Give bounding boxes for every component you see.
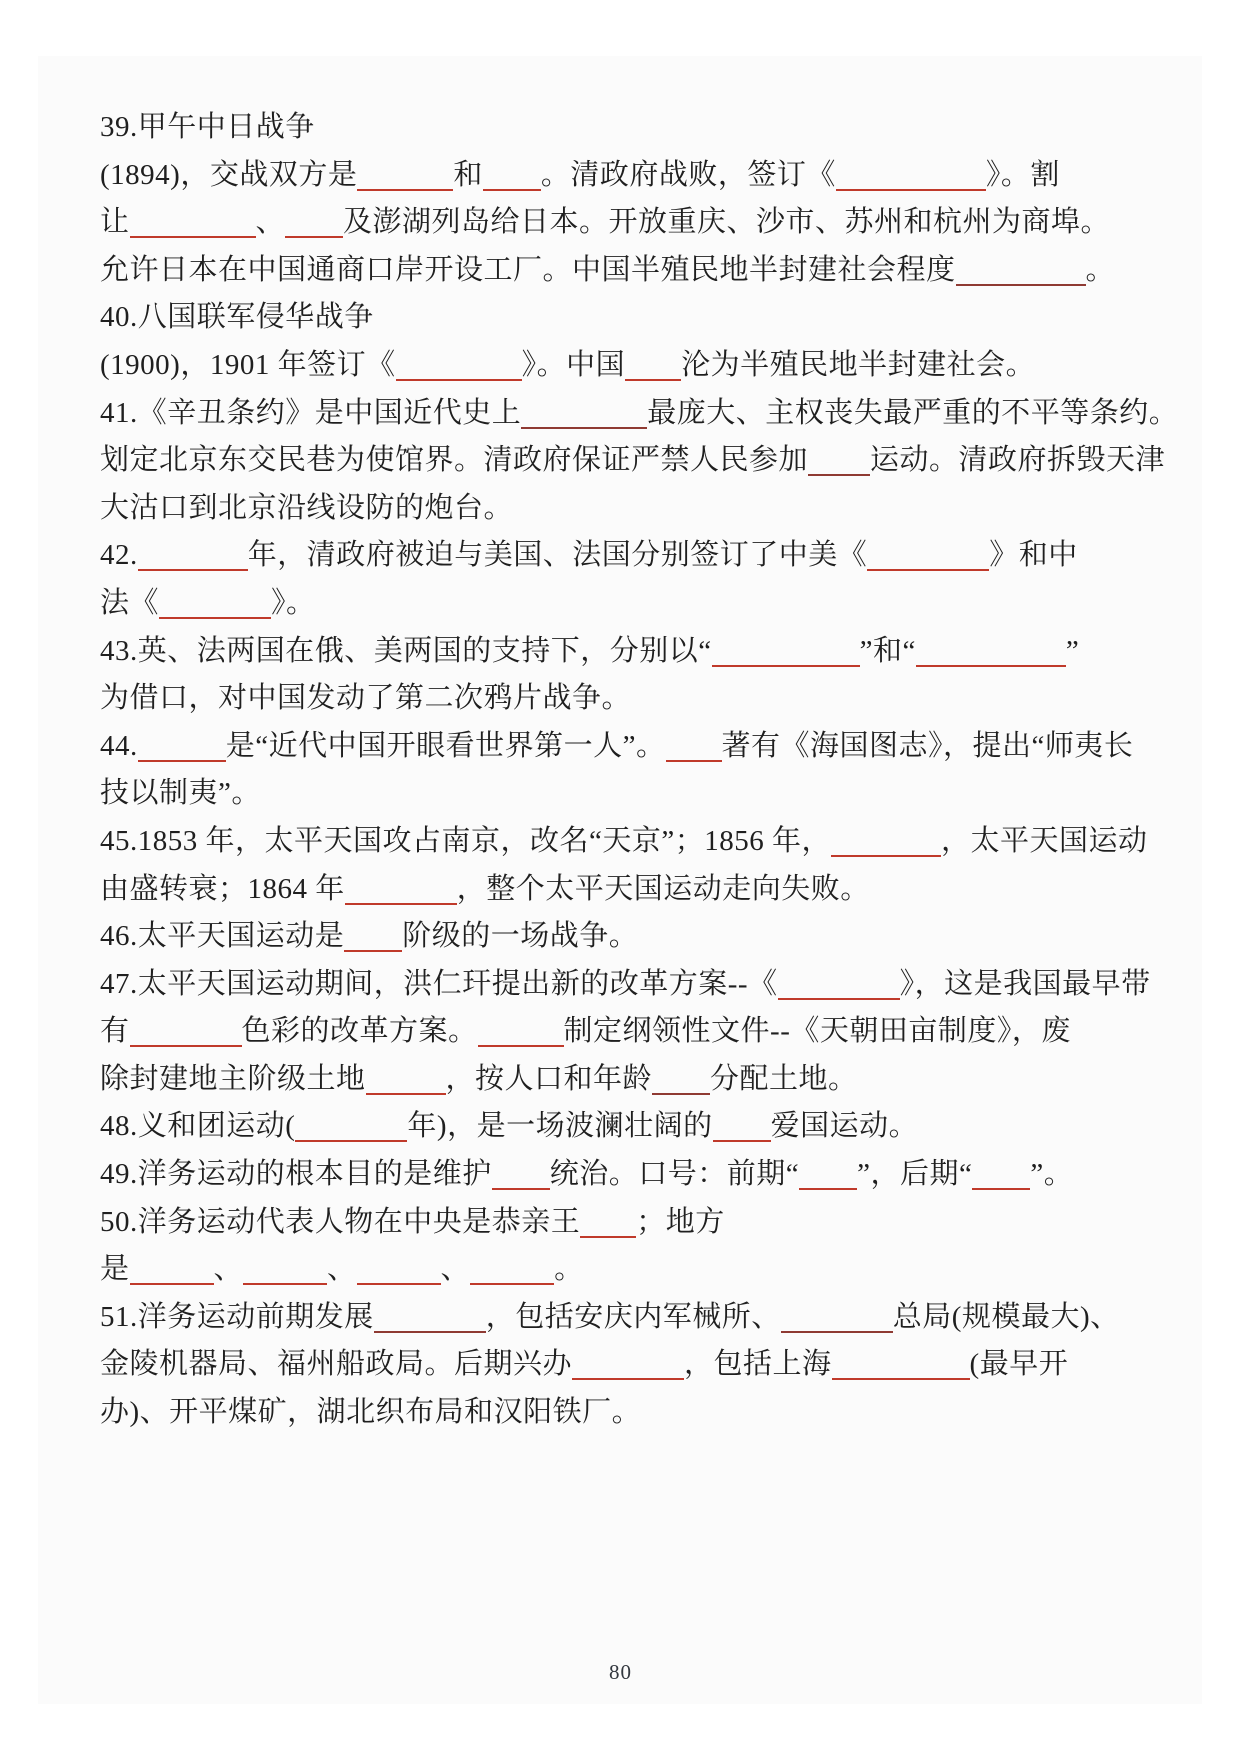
question-line [100, 294, 1181, 342]
text-run: 和 [453, 158, 483, 191]
text-run: 51.洋务运动前期发展 [100, 1300, 374, 1333]
text-run: ，包括上海 [684, 1348, 832, 1381]
text-run: (最早开 [969, 1348, 1069, 1381]
question-line [100, 1008, 1181, 1056]
text-run: 41.《辛丑条约》是中国近代史上 [100, 396, 522, 429]
fill-in-blank [357, 159, 453, 191]
text-run: 44. [100, 729, 138, 762]
text-run: 43.英、法两国在俄、美两国的支持下，分别以“ [100, 634, 712, 667]
text-run: ”和“ [859, 634, 916, 667]
text-run: 总局(规模最大)、 [892, 1300, 1120, 1333]
fill-in-blank [344, 920, 402, 952]
question-line [100, 723, 1181, 771]
text-run: (1900)，1901 年签订《 [100, 348, 396, 381]
fill-in-blank [243, 1253, 327, 1285]
text-run: 办)、开平煤矿，湖北织布局和汉阳铁厂。 [100, 1396, 642, 1429]
text-run: ，太平天国运动 [941, 824, 1148, 857]
fill-in-blank [345, 873, 457, 905]
question-line [100, 818, 1181, 866]
fill-in-blank [832, 1348, 970, 1380]
text-run: 大沽口到北京沿线设防的炮台。 [100, 491, 514, 524]
fill-in-blank [712, 635, 860, 667]
fill-in-blank [357, 1253, 441, 1285]
question-line [100, 1056, 1181, 1104]
fill-in-blank [972, 1158, 1030, 1190]
text-run: 除封建地主阶级土地 [100, 1062, 366, 1095]
question-line [100, 675, 1181, 723]
text-run: 年，清政府被迫与美国、法国分别签订了中美《 [247, 539, 868, 572]
question-line [100, 1341, 1181, 1389]
fill-in-blank [666, 730, 722, 762]
text-run: 为借口，对中国发动了第二次鸦片战争。 [100, 682, 632, 715]
text-run: 45.1853 年，太平天国攻占南京，改名“天京”；1856 年， [100, 824, 831, 857]
fill-in-blank [492, 1158, 550, 1190]
text-run: ，包括安庆内军械所、 [485, 1300, 781, 1333]
text-run: 是 [100, 1253, 130, 1286]
question-line [100, 152, 1181, 200]
fill-in-blank [836, 159, 986, 191]
fill-in-blank [781, 1301, 893, 1333]
fill-in-blank [831, 825, 941, 857]
question-line [100, 485, 1181, 533]
fill-in-blank [374, 1301, 486, 1333]
text-run: ，按人口和年龄 [445, 1062, 653, 1095]
text-run: 运动。清政府拆毁天津 [870, 444, 1166, 477]
fill-in-blank [470, 1253, 554, 1285]
text-run: 色彩的改革方案。 [241, 1015, 478, 1048]
question-line [100, 628, 1181, 676]
fill-in-blank [808, 444, 870, 476]
fill-in-blank [366, 1063, 446, 1095]
text-run: 金陵机器局、福州船政局。后期兴办 [100, 1348, 573, 1381]
fill-in-blank [130, 1015, 242, 1047]
text-run: 50.洋务运动代表人物在中央是恭亲王 [100, 1205, 581, 1238]
text-run: 、 [255, 206, 286, 239]
text-run: 40.八国联军侵华战争 [100, 301, 374, 334]
question-line [100, 961, 1181, 1009]
text-run: 、 [213, 1253, 244, 1286]
text-run: 》和中 [989, 539, 1078, 572]
fill-in-blank [130, 1253, 214, 1285]
fill-in-blank [159, 587, 271, 619]
text-run: 著有《海国图志》，提出“师夷长 [721, 729, 1134, 762]
document-lines [100, 104, 1181, 1437]
fill-in-blank [956, 254, 1086, 286]
question-line [100, 580, 1181, 628]
text-run: 让 [100, 206, 130, 239]
text-run: 。 [1085, 253, 1116, 286]
text-run: 最庞大、主权丧失最严重的不平等条约。 [647, 396, 1179, 429]
fill-in-blank [396, 349, 522, 381]
question-line [100, 1103, 1181, 1151]
fill-in-blank [778, 968, 900, 1000]
question-line [100, 104, 1181, 152]
fill-in-blank [478, 1015, 564, 1047]
question-line [100, 437, 1181, 485]
question-line [100, 247, 1181, 295]
question-line [100, 342, 1181, 390]
text-run: 、 [440, 1253, 471, 1286]
fill-in-blank [916, 635, 1066, 667]
text-run: 46.太平天国运动是 [100, 920, 345, 953]
question-line [100, 1151, 1181, 1199]
question-line [100, 913, 1181, 961]
text-run: ，整个太平天国运动走向失败。 [456, 872, 870, 905]
text-run: 沦为半殖民地半封建社会。 [681, 348, 1036, 381]
question-line [100, 1199, 1181, 1247]
fill-in-blank [483, 159, 541, 191]
text-run: 42. [100, 539, 138, 572]
question-line [100, 1389, 1181, 1437]
fill-in-blank [652, 1063, 710, 1095]
fill-in-blank [130, 206, 256, 238]
text-run: 年)，是一场波澜壮阔的 [407, 1110, 713, 1143]
fill-in-blank [713, 1110, 771, 1142]
text-run: 统治。口号：前期“ [549, 1158, 800, 1191]
text-run: 分配土地。 [710, 1062, 858, 1095]
fill-in-blank [521, 397, 647, 429]
text-run: 48.义和团运动( [100, 1110, 296, 1143]
text-run: ”，后期“ [857, 1158, 973, 1191]
fill-in-blank [580, 1206, 636, 1238]
fill-in-blank [572, 1348, 684, 1380]
text-run: 制定纲领性文件--《天朝田亩制度》，废 [563, 1015, 1071, 1048]
fill-in-blank [799, 1158, 857, 1190]
text-run: 。清政府战败，签订《 [540, 158, 836, 191]
fill-in-blank [285, 206, 343, 238]
fill-in-blank [625, 349, 681, 381]
text-run: ” [1065, 634, 1080, 667]
question-line [100, 532, 1181, 580]
text-run: 划定北京东交民巷为使馆界。清政府保证严禁人民参加 [100, 444, 809, 477]
page-number: 80 [609, 1660, 632, 1684]
text-run: 》。中国 [521, 348, 626, 381]
text-run: 有 [100, 1015, 130, 1048]
text-run: 39.甲午中日战争 [100, 111, 315, 143]
text-run: 。 [554, 1253, 584, 1286]
text-run: 由盛转衰；1864 年 [100, 872, 345, 905]
text-run: 及澎湖列岛给日本。开放重庆、沙市、苏州和杭州为商埠。 [343, 206, 1111, 239]
fill-in-blank [138, 539, 248, 571]
question-line [100, 199, 1181, 247]
text-run: 》。 [271, 586, 316, 619]
text-run: 47.太平天国运动期间，洪仁玕提出新的改革方案--《 [100, 967, 778, 1000]
text-run: 法《 [100, 586, 160, 619]
fill-in-blank [138, 730, 226, 762]
fill-in-blank [867, 539, 989, 571]
question-line [100, 1246, 1181, 1294]
question-line [100, 390, 1181, 438]
text-run: 49.洋务运动的根本目的是维护 [100, 1158, 492, 1191]
text-run: 、 [327, 1253, 357, 1286]
text-run: 阶级的一场战争。 [402, 920, 639, 953]
text-run: ”。 [1030, 1158, 1074, 1191]
text-run: 》，这是我国最早带 [899, 967, 1151, 1000]
text-run: 允许日本在中国通商口岸开设工厂。中国半殖民地半封建社会程度 [100, 253, 956, 286]
question-line [100, 866, 1181, 914]
text-run: (1894)，交战双方是 [100, 158, 358, 191]
text-run: 是“近代中国开眼看世界第一人”。 [225, 729, 666, 762]
fill-in-blank [295, 1110, 407, 1142]
question-line [100, 1294, 1181, 1342]
text-run: 技以制夷”。 [100, 777, 261, 810]
text-run: ；地方 [636, 1205, 725, 1238]
text-run: 爱国运动。 [770, 1110, 919, 1143]
text-run: 》。割 [985, 158, 1060, 191]
question-line [100, 770, 1181, 818]
